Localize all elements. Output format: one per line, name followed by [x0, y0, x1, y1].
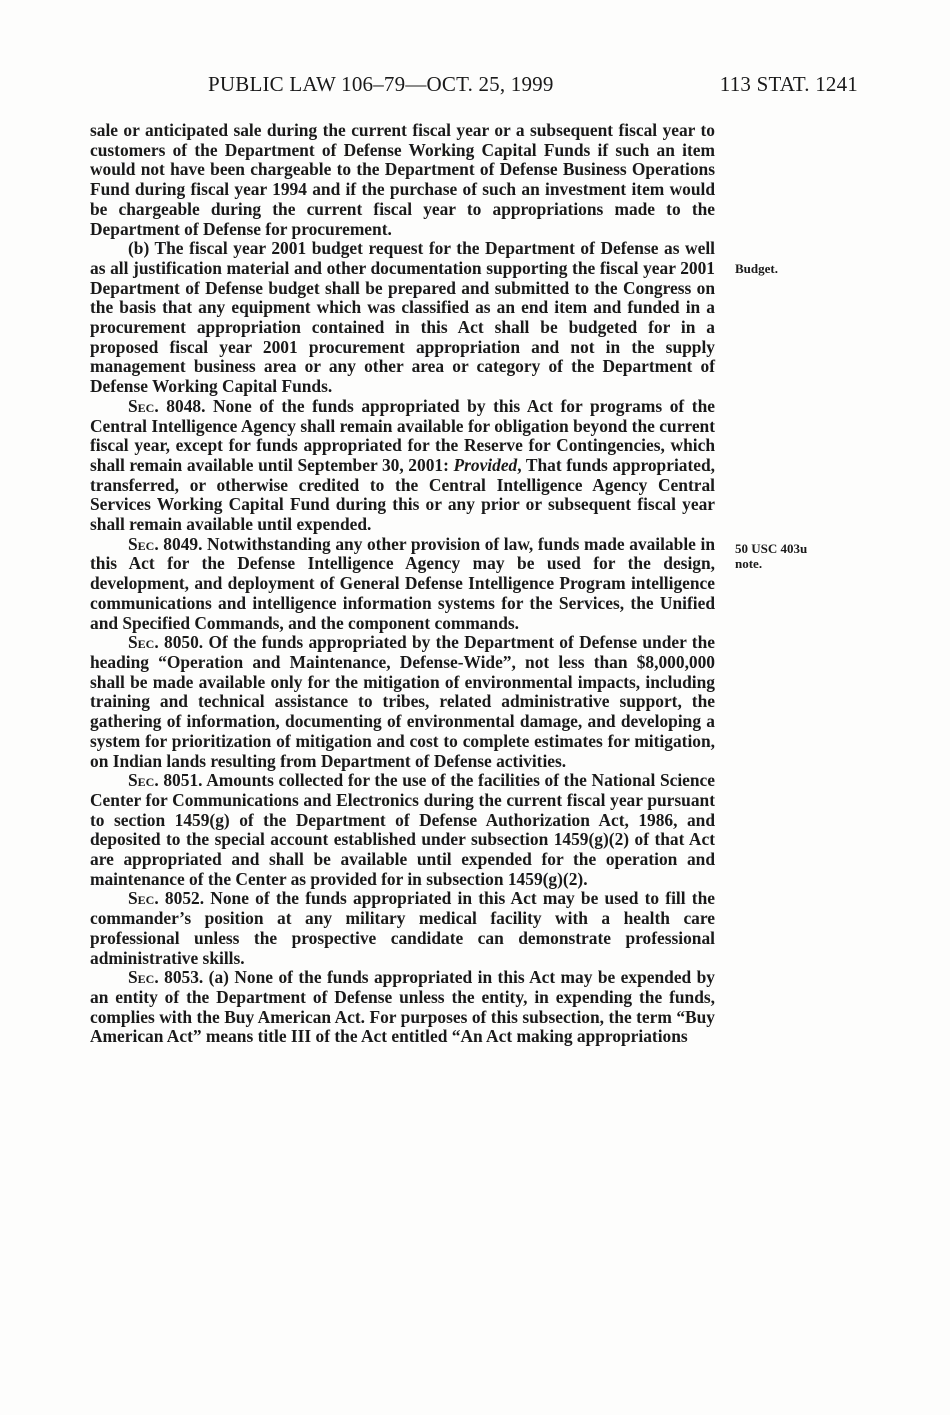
- paragraph-continuation: sale or anticipated sale during the current fiscal year or a subsequent fiscal year to customers of the Department of Defense Working Capital Funds if such an item would not have been chargeable to the Department of Defense Business Operations Fund during fiscal year 1994 and if the purchase of such an investment item would be chargeable during the current fiscal year to appropriations made to the Department of Defense for procurement.: [90, 120, 715, 239]
- section-8053-text: 8053. (a) None of the funds appropriated in this Act may be expended by an entity of the Department of Defense unless the entity, in expending the funds, complies with the Buy American Act. For purposes of this subsection, the term “Buy American Act” means title III of the Act entitled “An Act making appropriations: [90, 967, 715, 1047]
- stat-reference: 113 STAT. 1241: [719, 72, 858, 96]
- section-label: Sec.: [128, 888, 159, 909]
- section-8049: [90, 535, 715, 634]
- paragraph-subsection-b: (b) The fiscal year 2001 budget request for the Department of Defense as well as all justification material and other documentation supporting the fiscal year 2001 Department of Defense budget shall be prepared and submitted to the Congress on the basis that any equipment which was classified as an end item and funded in a procurement appropriation contained in this Act shall be budgeted for in a proposed fiscal year 2001 procurement appropriation and not in the supply management business area or any other area or category of the Department of Defense Working Capital Funds.: [90, 238, 715, 397]
- section-8050-text: 8050. Of the funds appropriated by the Department of Defense under the heading “Operation and Maintenance, Defense-Wide”, not less than $8,000,000 shall be made available only for the mitigation of environmental impacts, including training and technical assistance to tribes, related administrative support, the gathering of information, documenting of environmental damage, and developing a system for prioritization of mitigation and cost to complete estimates for mitigation, on Indian lands resulting from Department of Defense activities.: [90, 632, 715, 771]
- section-8050: [90, 633, 715, 771]
- margin-note-usc: [735, 541, 807, 571]
- section-8049-text: 8049. Notwithstanding any other provision of law, funds made available in this Act for the Defense Intelligence Agency may be used for the design, development, and deployment of General Defense Intelligence Program intelligence communications and intelligence information systems for the Services, the Unified and Specified Commands, and the component commands.: [90, 533, 715, 633]
- section-8053: [90, 968, 715, 1047]
- margin-note-budget-text: Budget.: [735, 261, 778, 276]
- section-8052: [90, 889, 715, 968]
- margin-note-usc-line2: note.: [735, 556, 763, 571]
- running-title: PUBLIC LAW 106–79—OCT. 25, 1999: [208, 72, 554, 96]
- page-header: [0, 72, 950, 102]
- body-text: [90, 121, 715, 1047]
- section-8048-text-b: , That funds appropriated, transferred, or otherwise credited to the Central Intelligence Agency Central Services Working Capital Fund during this or any prior or subsequent fiscal year shall remain available until expended.: [90, 454, 716, 535]
- margin-note-budget: [735, 261, 778, 276]
- section-label: Sec.: [128, 632, 159, 653]
- margin-note-usc-line1: 50 USC 403u: [735, 541, 808, 556]
- section-8052-text: 8052. None of the funds appropriated in this Act may be used to fill the commander’s position at any military medical facility with a health care professional unless the prospective candidate can demonstrate professional administrative skills.: [90, 888, 715, 968]
- section-8051: [90, 771, 715, 889]
- section-8048: [90, 397, 715, 535]
- section-label: Sec.: [128, 770, 159, 791]
- section-8048-provided: Provided: [453, 454, 518, 475]
- section-8048-text-a: 8048. None of the funds appropriated by this Act for programs of the Central Intelligence Agency shall remain available for obligation beyond the current fiscal year, except for funds appropriated for the Reserve for Contingencies, which shall remain available until September 30, 2001:: [90, 395, 715, 475]
- section-label: Sec.: [128, 533, 159, 554]
- section-label: Sec.: [128, 967, 159, 988]
- section-8051-text: 8051. Amounts collected for the use of the facilities of the National Science Center for Communications and Electronics during the current fiscal year pursuant to section 1459(g) of the Department of Defense Authorization Act, 1986, and deposited to the special account established under subsection 1459(g)(2) of that Act are appropriated and shall be available until expended for the operation and maintenance of the Center as provided for in subsection 1459(g)(2).: [90, 770, 715, 889]
- section-label: Sec.: [128, 395, 159, 416]
